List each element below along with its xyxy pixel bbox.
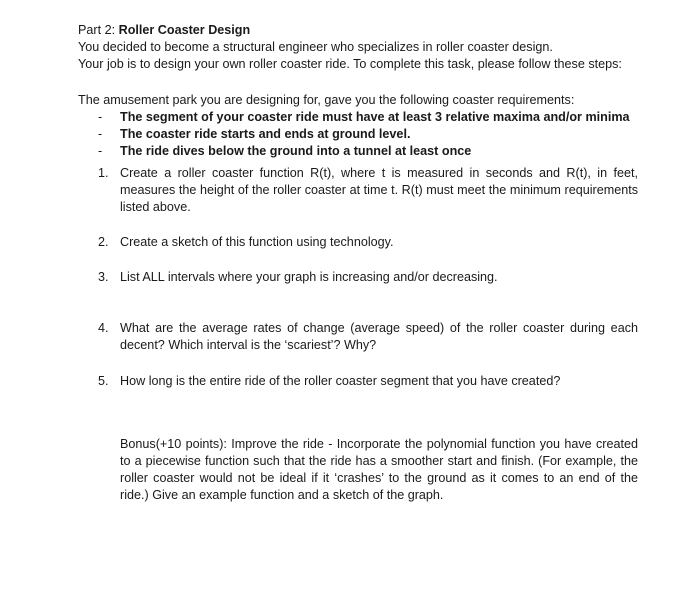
dash-bullet: - bbox=[98, 127, 103, 141]
step-5 bbox=[78, 373, 638, 390]
step-2 bbox=[78, 234, 638, 251]
list-item bbox=[78, 109, 638, 126]
part-heading bbox=[78, 22, 638, 39]
intro-line-2: Your job is to design your own roller coaster ride. To complete this task, please follow these steps: bbox=[78, 57, 622, 71]
step-3 bbox=[78, 269, 638, 286]
bonus-paragraph: Bonus(+10 points): Improve the ride - Incorporate the polynomial function you have created to a piecewise function such that the ride has a smoother start and finish. (For example, the roller coaster would not be ideal if it ‘crashes’ to the ground as it comes to an end of the ride.) Give an example function and a sketch of the graph. bbox=[120, 436, 638, 502]
step-number: 1. bbox=[98, 166, 109, 180]
requirements-lead: The amusement park you are designing for, gave you the following coaster requirements: bbox=[78, 93, 575, 107]
requirements-list bbox=[78, 109, 638, 160]
part-prefix: Part 2: bbox=[78, 23, 119, 37]
step-text: Create a sketch of this function using technology. bbox=[120, 235, 394, 249]
step-number: 4. bbox=[98, 321, 109, 335]
dash-bullet: - bbox=[98, 110, 103, 124]
step-1 bbox=[78, 165, 638, 216]
list-item bbox=[78, 143, 638, 160]
requirement-text: The coaster ride starts and ends at ground level. bbox=[120, 127, 411, 141]
steps-list bbox=[78, 165, 638, 390]
step-text: How long is the entire ride of the roller coaster segment that you have created? bbox=[120, 374, 561, 388]
step-number: 5. bbox=[98, 374, 109, 388]
part-title: Roller Coaster Design bbox=[118, 23, 251, 37]
requirement-text: The segment of your coaster ride must have at least 3 relative maxima and/or minima bbox=[120, 110, 630, 124]
step-text: What are the average rates of change (average speed) of the roller coaster during each decent? Which interval is the ‘scariest’? Why? bbox=[120, 321, 638, 352]
list-item bbox=[78, 126, 638, 143]
document-page bbox=[78, 22, 638, 516]
step-number: 2. bbox=[98, 235, 109, 249]
dash-bullet: - bbox=[98, 144, 103, 158]
requirement-text: The ride dives below the ground into a tunnel at least once bbox=[120, 144, 472, 158]
step-text: Create a roller coaster function R(t), where t is measured in seconds and R(t), in feet, measures the height of the roller coaster at time t. R(t) must meet the minimum requirements listed above. bbox=[120, 166, 638, 214]
step-number: 3. bbox=[98, 270, 109, 284]
step-4 bbox=[78, 320, 638, 354]
step-text: List ALL intervals where your graph is increasing and/or decreasing. bbox=[120, 270, 498, 284]
intro-line-1: You decided to become a structural engineer who specializes in roller coaster design. bbox=[78, 40, 553, 54]
